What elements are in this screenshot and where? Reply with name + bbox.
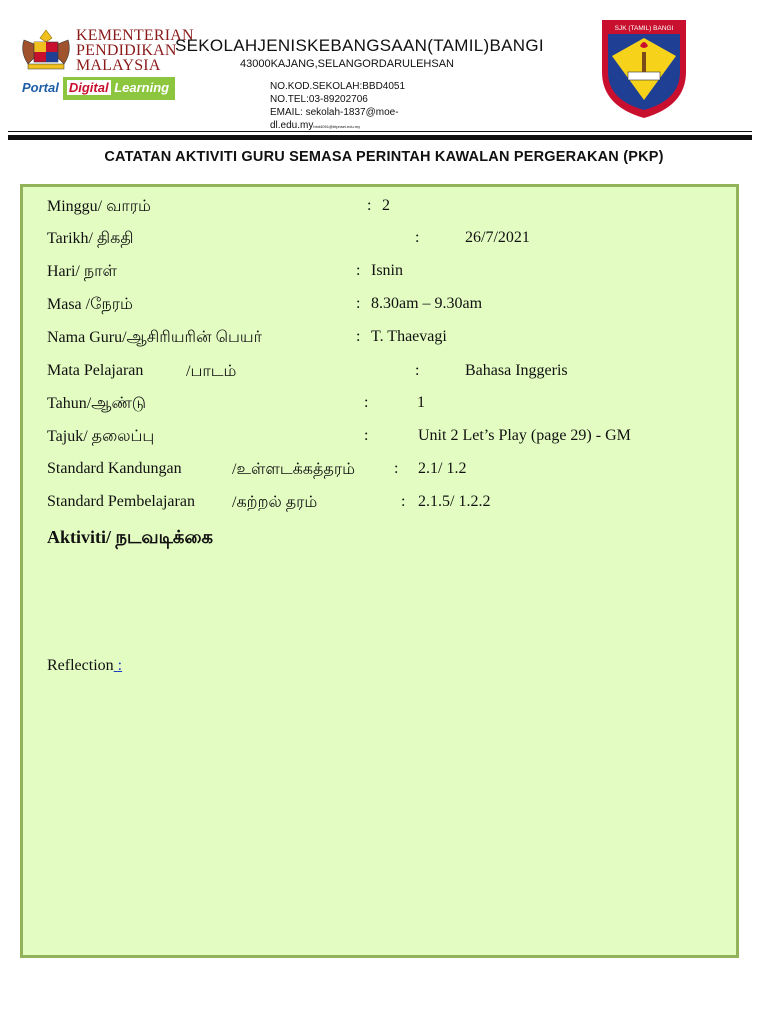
tahun-value: 1 bbox=[417, 394, 425, 411]
aktiviti-label: Aktiviti/ நடவடிக்கை bbox=[47, 527, 213, 547]
tarikh-label: Tarikh/ திகதி bbox=[47, 230, 134, 247]
kpm-line-1: KEMENTERIAN bbox=[76, 27, 194, 44]
kpm-crest-logo bbox=[18, 28, 74, 72]
tarikh-value: 26/7/2021 bbox=[465, 229, 530, 246]
learning-label: Learning bbox=[114, 80, 170, 95]
masa-colon: : bbox=[356, 295, 361, 312]
sp-label: Standard Pembelajaran bbox=[47, 493, 195, 510]
school-email-tiny: bbd4051@btpnsel.edu.my bbox=[313, 124, 361, 129]
tajuk-colon: : bbox=[364, 427, 369, 444]
school-email-1: EMAIL: sekolah-1837@moe- bbox=[270, 107, 399, 118]
reflection-row bbox=[47, 657, 122, 675]
minggu-value: 2 bbox=[382, 197, 390, 214]
digital-label: Digital bbox=[68, 80, 109, 95]
hari-value: Isnin bbox=[371, 262, 403, 279]
school-crest-text: SJK (TAMIL) BANGI bbox=[614, 25, 674, 32]
masa-label: Masa /நேரம் bbox=[47, 296, 133, 313]
kpm-line-2: PENDIDIKAN bbox=[76, 42, 177, 59]
sk-colon: : bbox=[394, 460, 399, 477]
portal-label-green bbox=[63, 77, 175, 100]
sk-label: Standard Kandungan bbox=[47, 460, 182, 477]
tarikh-colon: : bbox=[415, 229, 420, 246]
tahun-colon: : bbox=[364, 394, 369, 411]
contact-block bbox=[270, 80, 405, 133]
minggu-colon: : bbox=[367, 197, 372, 214]
tahun-label: Tahun/ஆண்டு bbox=[47, 395, 147, 412]
sk-value: 2.1/ 1.2 bbox=[418, 460, 467, 477]
reflection-colon: : bbox=[117, 657, 123, 674]
guru-label: Nama Guru/ஆசிரியரின் பெயர் bbox=[47, 329, 262, 346]
tajuk-value: Unit 2 Let’s Play (page 29) - GM bbox=[418, 427, 631, 444]
mata-label: Mata Pelajaran bbox=[47, 362, 144, 379]
hari-label: Hari/ நாள் bbox=[47, 263, 117, 280]
tajuk-label: Tajuk/ தலைப்பு bbox=[47, 428, 155, 445]
school-address: 43000KAJANG,SELANGORDARULEHSAN bbox=[240, 58, 454, 70]
sp-label-tamil: /கற்றல் தரம் bbox=[232, 494, 318, 511]
school-crest-logo bbox=[598, 16, 690, 120]
mata-label-tamil: /பாடம் bbox=[186, 363, 237, 380]
sp-colon: : bbox=[401, 493, 406, 510]
sp-value: 2.1.5/ 1.2.2 bbox=[418, 493, 491, 510]
sk-label-tamil: /உள்ளடக்கத்தரம் bbox=[232, 461, 356, 478]
header-divider bbox=[8, 135, 752, 140]
portal-label: Portal bbox=[20, 77, 63, 100]
mata-colon: : bbox=[415, 362, 420, 379]
school-name: SEKOLAHJENISKEBANGSAAN(TAMIL)BANGI bbox=[175, 36, 544, 55]
header-divider-thin bbox=[8, 131, 752, 132]
kpm-line-3: MALAYSIA bbox=[76, 57, 161, 74]
school-email-2: dl.edu.my bbox=[270, 120, 314, 131]
portal-digital-learning-logo bbox=[20, 77, 175, 100]
school-code: NO.KOD.SEKOLAH:BBD4051 bbox=[270, 81, 406, 92]
guru-colon: : bbox=[356, 328, 361, 345]
document-title: CATATAN AKTIVITI GURU SEMASA PERINTAH KAWALAN PERGERAKAN (PKP) bbox=[104, 149, 664, 165]
reflection-label: Reflection bbox=[47, 657, 114, 674]
hari-colon: : bbox=[356, 262, 361, 279]
minggu-label: Minggu/ வாரம் bbox=[47, 198, 151, 215]
school-phone: NO.TEL:03-89202706 bbox=[270, 94, 368, 105]
guru-value: T. Thaevagi bbox=[371, 328, 447, 345]
mata-value: Bahasa Inggeris bbox=[465, 362, 568, 379]
masa-value: 8.30am – 9.30am bbox=[371, 295, 483, 312]
